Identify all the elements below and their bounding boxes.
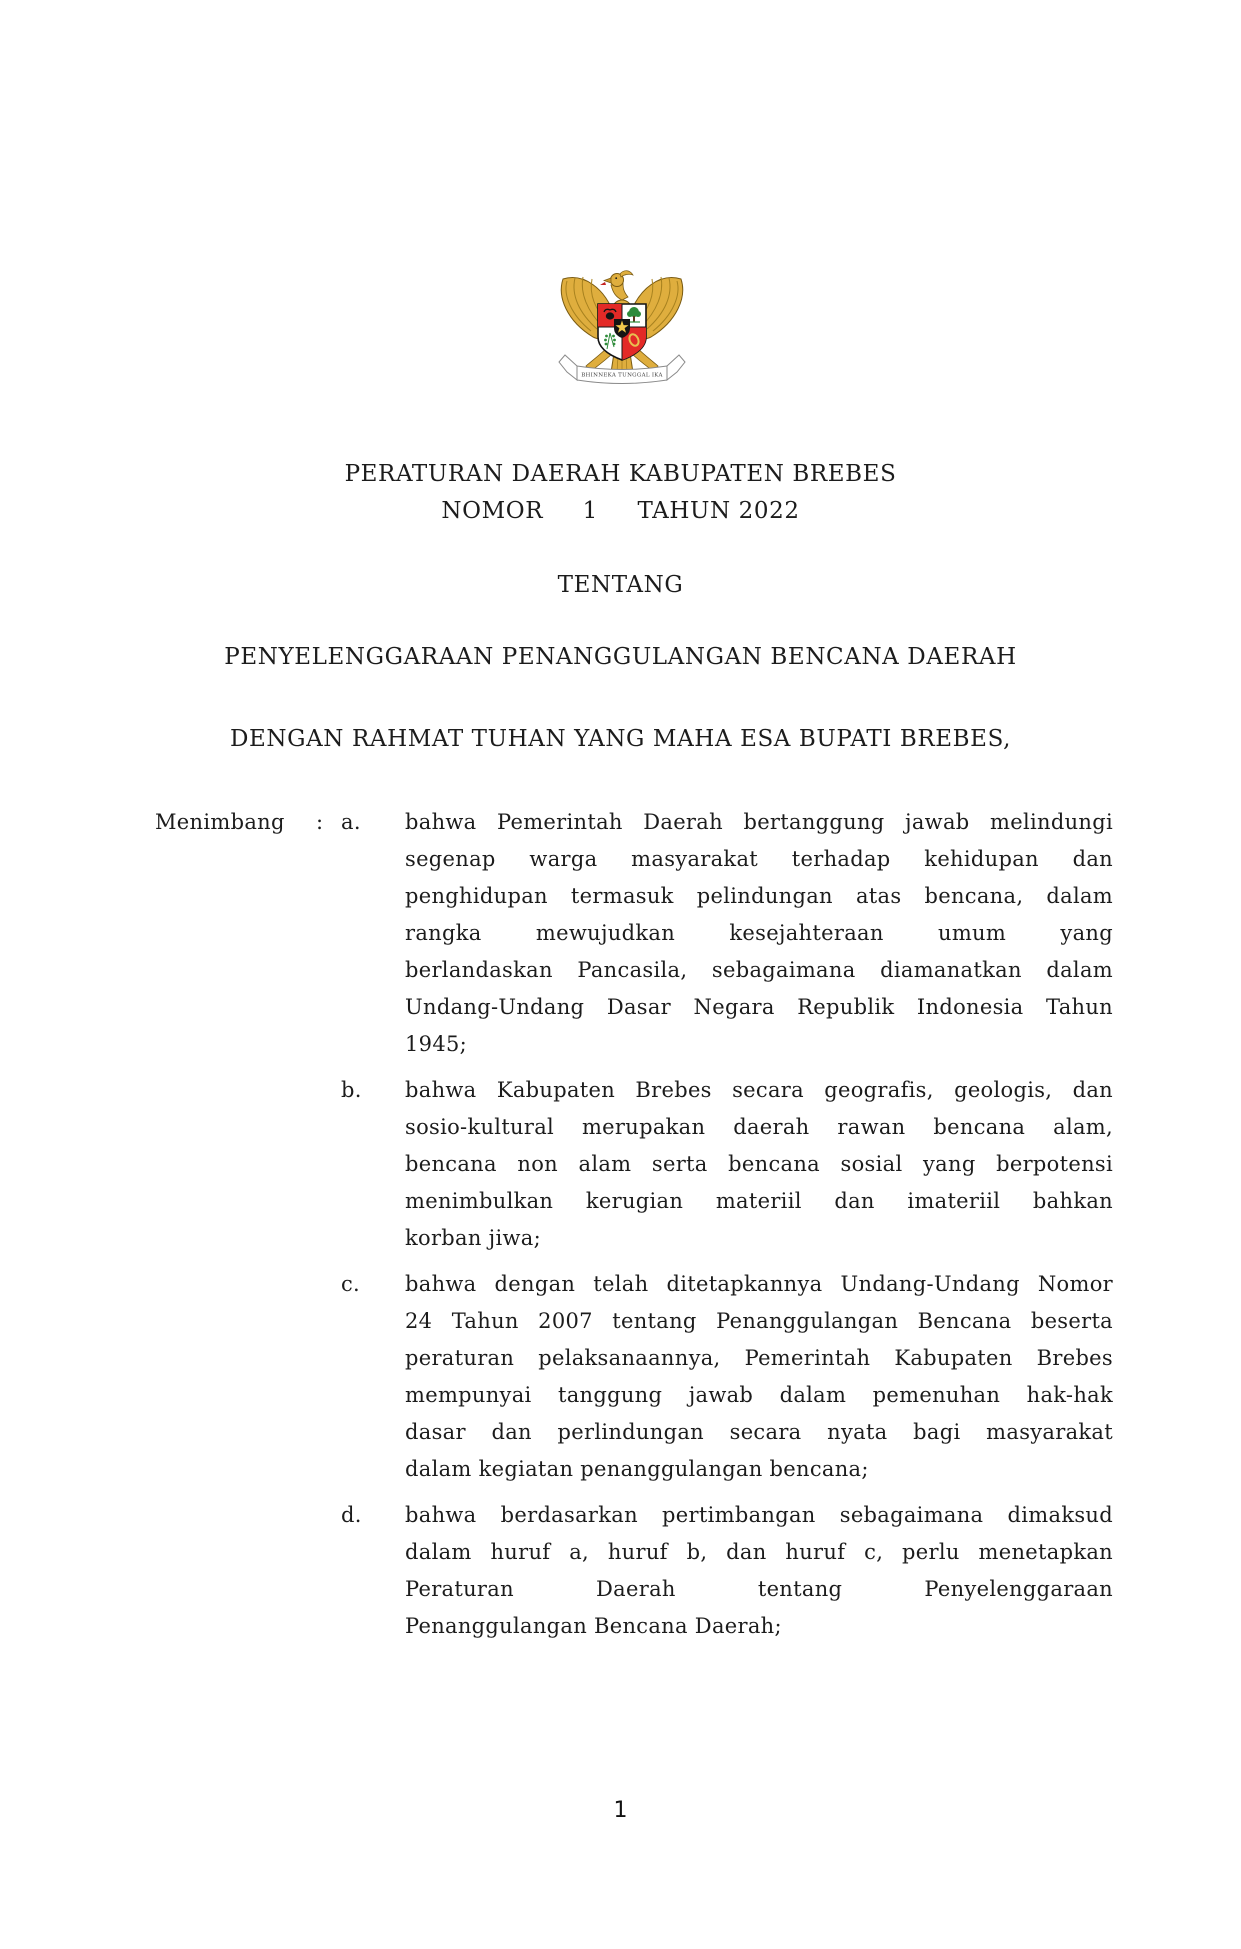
considerations-label: Menimbang xyxy=(155,810,285,834)
text-line: bahwa Kabupaten Brebes secara geografis, geologis, dan xyxy=(405,1078,1113,1102)
consideration-item-a xyxy=(341,804,1113,1063)
regulation-number: NOMOR 1 TAHUN 2022 xyxy=(441,498,800,524)
crest xyxy=(620,271,633,277)
garuda-pancasila-emblem xyxy=(553,267,691,393)
tongue xyxy=(600,282,606,285)
regulation-title: PERATURAN DAERAH KABUPATEN BREBES xyxy=(344,461,897,487)
text-line: 1945; xyxy=(405,1032,468,1056)
item-marker-a: a. xyxy=(341,810,361,834)
text-line: peraturan pelaksanaannya, Pemerintah Kabupaten Brebes xyxy=(405,1346,1113,1370)
text-line: Peraturan Daerah tentang Penyelenggaraan xyxy=(405,1577,1113,1601)
text-line: Penanggulangan Bencana Daerah; xyxy=(405,1614,782,1638)
considerations-separator: : xyxy=(316,810,324,834)
tentang-heading: TENTANG xyxy=(557,572,684,598)
motto-text: BHINNEKA TUNGGAL IKA xyxy=(581,372,663,379)
text-line: berlandaskan Pancasila, sebagaimana diamanatkan dalam xyxy=(405,958,1113,982)
text-line: rangka mewujudkan kesejahteraan umum yang xyxy=(405,921,1113,945)
consideration-item-d xyxy=(341,1497,1113,1645)
text-line: mempunyai tanggung jawab dalam pemenuhan hak-hak xyxy=(405,1383,1113,1407)
item-marker-d: d. xyxy=(341,1503,362,1527)
text-line: bencana non alam serta bencana sosial yang berpotensi xyxy=(405,1152,1113,1176)
considerations-section xyxy=(155,804,1113,1645)
pancasila-shield xyxy=(598,304,646,360)
item-marker-c: c. xyxy=(341,1272,361,1296)
page-number: 1 xyxy=(613,1798,628,1823)
text-line: menimbulkan kerugian materiil dan imateriil bahkan xyxy=(405,1189,1113,1213)
text-line: Undang-Undang Dasar Negara Republik Indonesia Tahun xyxy=(405,995,1113,1019)
text-line: dasar dan perlindungan secara nyata bagi masyarakat xyxy=(405,1420,1113,1444)
eye xyxy=(615,277,617,279)
item-marker-b: b. xyxy=(341,1078,362,1102)
text-line: dalam kegiatan penanggulangan bencana; xyxy=(405,1457,869,1481)
text-line: segenap warga masyarakat terhadap kehidupan dan xyxy=(405,847,1113,871)
text-line: bahwa dengan telah ditetapkannya Undang-Undang Nomor xyxy=(405,1272,1113,1296)
consideration-item-b xyxy=(341,1072,1113,1257)
considerations-list xyxy=(341,804,1113,1645)
text-line: bahwa berdasarkan pertimbangan sebagaimana dimaksud xyxy=(405,1503,1113,1527)
text-line: dalam huruf a, huruf b, dan huruf c, perlu menetapkan xyxy=(405,1540,1113,1564)
text-line: korban jiwa; xyxy=(405,1226,541,1250)
text-line: sosio-kultural merupakan daerah rawan bencana alam, xyxy=(405,1115,1113,1139)
garuda-emblem-graphic xyxy=(553,267,691,393)
regulation-subject: PENYELENGGARAAN PENANGGULANGAN BENCANA DAERAH xyxy=(224,644,1017,670)
consideration-item-c xyxy=(341,1266,1113,1488)
text-line: penghidupan termasuk pelindungan atas bencana, dalam xyxy=(405,884,1113,908)
text-line: 24 Tahun 2007 tentang Penanggulangan Bencana beserta xyxy=(405,1309,1113,1333)
text-line: bahwa Pemerintah Daerah bertanggung jawab melindungi xyxy=(405,810,1113,834)
invocation-line: DENGAN RAHMAT TUHAN YANG MAHA ESA BUPATI BREBES, xyxy=(229,726,1012,752)
